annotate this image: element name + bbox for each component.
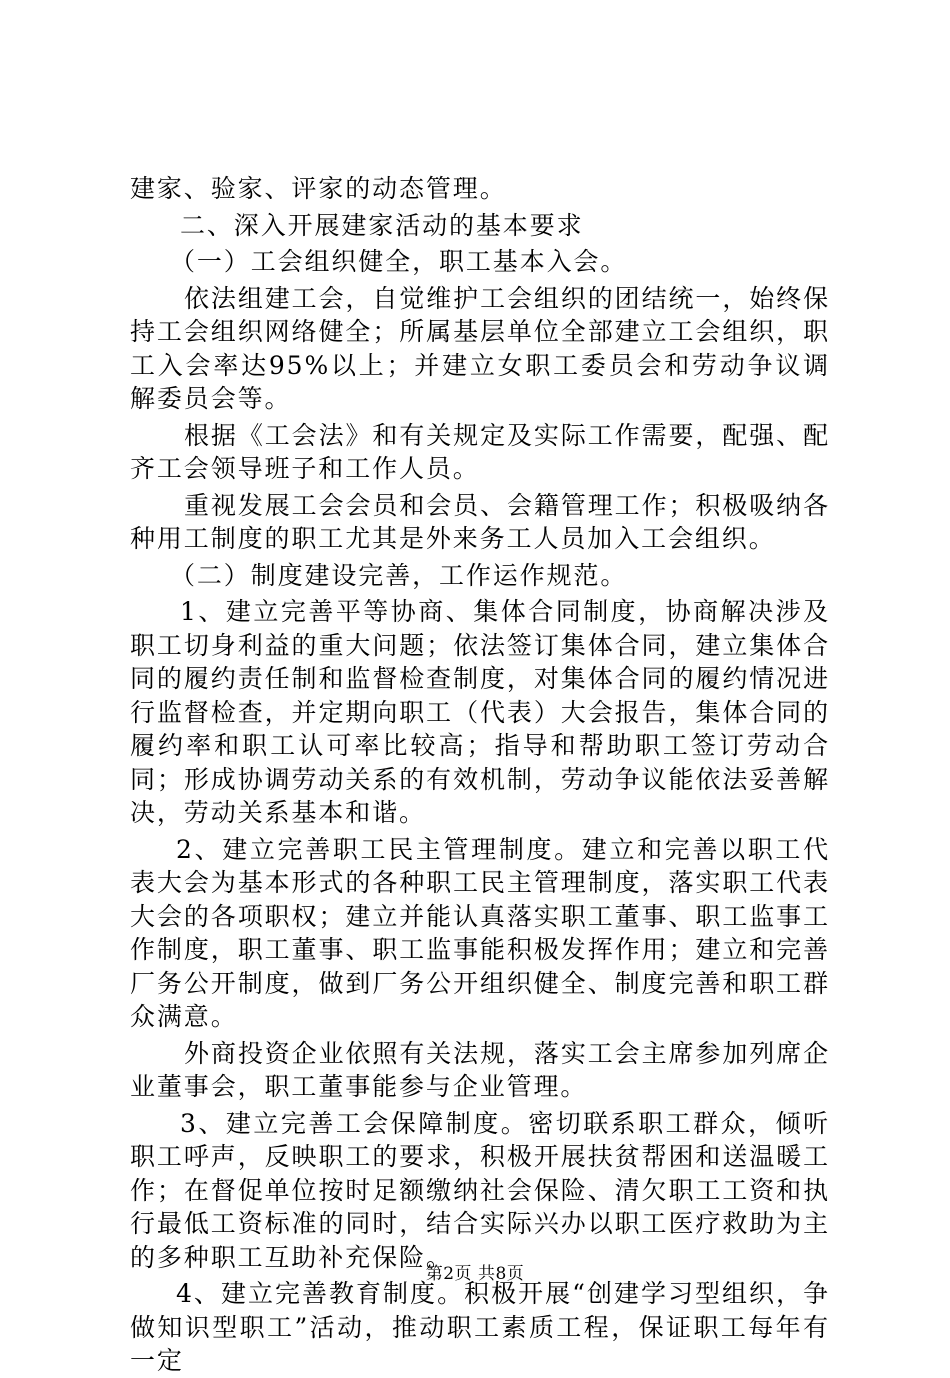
- subsection-heading: （二）制度建设完善，工作运作规范。: [170, 560, 628, 590]
- paragraph: 1、建立完善平等协商、集体合同制度，协商解决涉及职工切身利益的重大问题；依法签订集体合同，建立集体合同的履约责任制和监督检查制度，对集体合同的履约情况进行监督检查，并定期向职工（代表）大会报告，集体合同的履约率和职工认可率比较高；指导和帮助职工签订劳动合同；形成协调劳动关系的有效机制，劳动争议能依法妥善解决，劳动关系基本和谐。: [130, 597, 830, 827]
- subsection-heading: （一）工会组织健全，职工基本入会。: [170, 247, 628, 276]
- paragraph: 3、建立完善工会保障制度。密切联系职工群众，倾听职工呼声，反映职工的要求，积极开展扶贫帮困和送温暖工作；在督促单位按时足额缴纳社会保险、清欠职工工资和执行最低工资标准的同时，结合实际兴办以职工医疗救助为主的多种职工互助补充保险。: [130, 1108, 830, 1272]
- section-heading: 二、深入开展建家活动的基本要求: [180, 210, 584, 240]
- document-body: [130, 172, 830, 1378]
- paragraph: 4、建立完善教育制度。积极开展“创建学习型组织，争做知识型职工”活动，推动职工素质工程，保证职工每年有一定: [130, 1279, 830, 1375]
- paragraph: 重视发展工会会员和会员、会籍管理工作；积极吸纳各种用工制度的职工尤其是外来务工人员加入工会组织。: [130, 490, 830, 553]
- page-footer: [0, 1259, 950, 1284]
- page-number: 第2页 共8页: [425, 1264, 525, 1284]
- paragraph: 建家、验家、评家的动态管理。: [130, 174, 507, 203]
- paragraph: 依法组建工会，自觉维护工会组织的团结统一，始终保持工会组织网络健全；所属基层单位全部建立工会组织，职工入会率达95%以上；并建立女职工委员会和劳动争议调解委员会等。: [130, 283, 830, 413]
- paragraph: 根据《工会法》和有关规定及实际工作需要，配强、配齐工会领导班子和工作人员。: [130, 420, 830, 483]
- paragraph: 2、建立完善职工民主管理制度。建立和完善以职工代表大会为基本形式的各种职工民主管理制度，落实职工代表大会的各项职权；建立并能认真落实职工董事、职工监事工作制度，职工董事、职工监事能积极发挥作用；建立和完善厂务公开制度，做到厂务公开组织健全、制度完善和职工群众满意。: [130, 834, 830, 1031]
- paragraph: 外商投资企业依照有关法规，落实工会主席参加列席企业董事会，职工董事能参与企业管理。: [130, 1038, 830, 1101]
